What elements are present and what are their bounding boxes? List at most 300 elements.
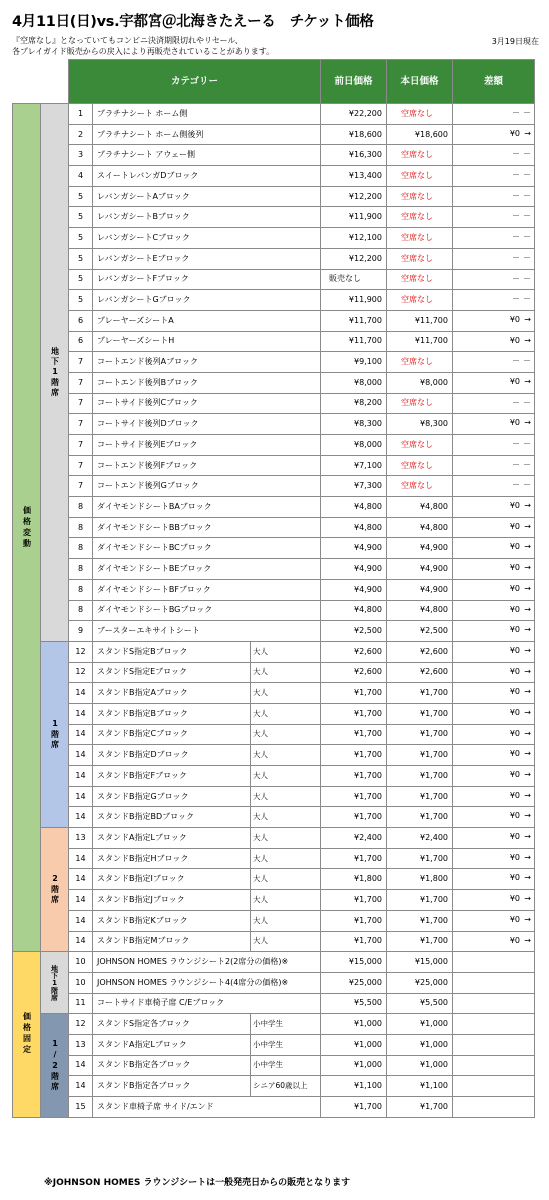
seat-age-type: 大人	[251, 683, 321, 704]
diff-value: ¥0	[509, 832, 520, 842]
seat-rank: 14	[69, 786, 93, 807]
trend-arrow-icon: →	[524, 335, 531, 345]
seat-age-type: 大人	[251, 766, 321, 787]
prev-price: ¥12,200	[321, 248, 387, 269]
diff-value: ¥0	[509, 811, 520, 821]
page-title: 4月11日(日)vs.宇都宮＠北海きたえーる チケット価格	[12, 14, 374, 30]
table-row	[13, 166, 535, 187]
today-price: ¥2,500	[387, 621, 453, 642]
prev-price: ¥4,900	[321, 538, 387, 559]
prev-price: ¥1,000	[321, 1014, 387, 1035]
price-diff	[453, 1076, 535, 1097]
today-price: 空席なし	[387, 476, 453, 497]
seat-rank: 8	[69, 600, 93, 621]
seat-name: スタンドB指定Bブロック	[93, 703, 251, 724]
trend-arrow-icon: －	[523, 108, 531, 117]
seat-rank: 12	[69, 1014, 93, 1035]
trend-arrow-icon: →	[524, 894, 531, 904]
prev-price: ¥7,100	[321, 455, 387, 476]
seat-rank: 7	[69, 455, 93, 476]
price-diff	[453, 352, 535, 373]
diff-value: －	[512, 480, 520, 490]
trend-arrow-icon: →	[524, 521, 531, 531]
price-diff	[453, 331, 535, 352]
header-diff: 差額	[453, 60, 535, 104]
prev-price: ¥2,600	[321, 662, 387, 683]
prev-price: ¥7,300	[321, 476, 387, 497]
diff-value: ¥0	[509, 666, 520, 676]
diff-value: －	[512, 108, 520, 117]
today-price: ¥25,000	[387, 972, 453, 993]
price-diff	[453, 766, 535, 787]
today-price: ¥1,700	[387, 890, 453, 911]
table-row	[13, 538, 535, 559]
note-line-2: 各プレイガイド販売からの戻入により再販売されていることがあります。	[12, 47, 275, 56]
trend-arrow-icon: －	[523, 459, 531, 469]
seat-rank: 7	[69, 414, 93, 435]
diff-value: ¥0	[509, 625, 520, 635]
trend-arrow-icon: －	[523, 294, 531, 304]
seat-age-type: 大人	[251, 641, 321, 662]
diff-value: ¥0	[509, 128, 520, 138]
table-row	[13, 848, 535, 869]
prev-price: ¥12,100	[321, 228, 387, 249]
prev-price: ¥25,000	[321, 972, 387, 993]
prev-price: ¥1,700	[321, 931, 387, 952]
price-diff	[453, 269, 535, 290]
table-row	[13, 786, 535, 807]
diff-value: －	[512, 459, 520, 469]
trend-arrow-icon: →	[524, 707, 531, 717]
table-row	[13, 207, 535, 228]
diff-value: ¥0	[509, 914, 520, 924]
table-row	[13, 228, 535, 249]
seat-rank: 8	[69, 517, 93, 538]
diff-value: －	[512, 356, 520, 366]
seat-name: レバンガシートEブロック	[93, 248, 321, 269]
seat-age-type: 大人	[251, 786, 321, 807]
price-diff	[453, 104, 535, 125]
table-row	[13, 869, 535, 890]
trend-arrow-icon: →	[524, 770, 531, 779]
today-price: 空席なし	[387, 104, 453, 125]
price-diff	[453, 372, 535, 393]
seat-rank: 6	[69, 331, 93, 352]
seat-age-type: 大人	[251, 910, 321, 931]
prev-price: ¥12,200	[321, 186, 387, 207]
table-row	[13, 703, 535, 724]
seat-name: ダイヤモンドシートBAブロック	[93, 497, 321, 518]
table-row	[13, 828, 535, 849]
table-row	[13, 186, 535, 207]
seat-name: スタンドA指定Lブロック	[93, 1034, 251, 1055]
seat-name: スタンドS指定各ブロック	[93, 1014, 251, 1035]
prev-price: ¥4,900	[321, 579, 387, 600]
prev-price: ¥22,200	[321, 104, 387, 125]
diff-value: ¥0	[509, 314, 520, 324]
diff-value: ¥0	[509, 687, 520, 697]
seat-name: プラチナシート ホーム側後列	[93, 124, 321, 145]
seat-rank: 14	[69, 807, 93, 828]
header-category: カテゴリー	[69, 60, 321, 104]
seat-name: ダイヤモンドシートBBブロック	[93, 517, 321, 538]
price-diff	[453, 207, 535, 228]
trend-arrow-icon: →	[524, 314, 531, 324]
seat-rank: 5	[69, 290, 93, 311]
today-price: ¥4,800	[387, 600, 453, 621]
diff-value: ¥0	[509, 749, 520, 759]
seat-rank: 14	[69, 1076, 93, 1097]
diff-value: ¥0	[509, 894, 520, 904]
table-row	[13, 517, 535, 538]
seat-name: スタンドB指定Aブロック	[93, 683, 251, 704]
seat-name: レバンガシートGブロック	[93, 290, 321, 311]
section-label: 1/2階席	[41, 1014, 69, 1117]
price-diff	[453, 848, 535, 869]
price-diff	[453, 393, 535, 414]
price-diff	[453, 745, 535, 766]
table-row	[13, 124, 535, 145]
table-row	[13, 497, 535, 518]
price-diff	[453, 703, 535, 724]
seat-name: コートサイド後列Dブロック	[93, 414, 321, 435]
diff-value: ¥0	[509, 707, 520, 717]
diff-value: ¥0	[509, 645, 520, 655]
today-price: ¥2,600	[387, 662, 453, 683]
seat-name: ダイヤモンドシートBEブロック	[93, 559, 321, 580]
table-row	[13, 579, 535, 600]
seat-name: スタンドB指定各ブロック	[93, 1076, 251, 1097]
table-row	[13, 600, 535, 621]
diff-value: －	[512, 190, 520, 200]
table-row	[13, 331, 535, 352]
diff-value: ¥0	[509, 335, 520, 345]
diff-value: ¥0	[509, 770, 520, 779]
prev-price: ¥1,700	[321, 807, 387, 828]
table-row	[13, 890, 535, 911]
table-row	[13, 372, 535, 393]
prev-price: ¥11,900	[321, 207, 387, 228]
price-diff	[453, 414, 535, 435]
seat-rank: 14	[69, 1055, 93, 1076]
seat-rank: 10	[69, 952, 93, 973]
seat-age-type: 大人	[251, 848, 321, 869]
seat-name: コートサイド後列Eブロック	[93, 435, 321, 456]
trend-arrow-icon: →	[524, 728, 531, 738]
price-diff	[453, 1034, 535, 1055]
prev-price: ¥5,500	[321, 993, 387, 1014]
price-diff	[453, 1097, 535, 1118]
today-price: 空席なし	[387, 228, 453, 249]
group-label: 価格変動	[13, 104, 41, 952]
seat-name: スタンドB指定Kブロック	[93, 910, 251, 931]
price-diff	[453, 538, 535, 559]
trend-arrow-icon: →	[524, 687, 531, 697]
trend-arrow-icon: →	[524, 563, 531, 573]
seat-age-type: 大人	[251, 931, 321, 952]
trend-arrow-icon: →	[524, 583, 531, 593]
price-diff	[453, 869, 535, 890]
seat-rank: 5	[69, 228, 93, 249]
price-diff	[453, 641, 535, 662]
price-diff	[453, 890, 535, 911]
diff-value: －	[512, 252, 520, 262]
prev-price: ¥1,700	[321, 703, 387, 724]
table-row	[13, 455, 535, 476]
today-price: 空席なし	[387, 186, 453, 207]
trend-arrow-icon: →	[524, 645, 531, 655]
header-today-price: 本日価格	[387, 60, 453, 104]
diff-value: ¥0	[509, 563, 520, 573]
trend-arrow-icon: →	[524, 418, 531, 428]
diff-value: －	[512, 439, 520, 448]
seat-rank: 10	[69, 972, 93, 993]
seat-age-type: 小中学生	[251, 1034, 321, 1055]
today-price: ¥4,900	[387, 559, 453, 580]
seat-rank: 5	[69, 269, 93, 290]
seat-rank: 5	[69, 248, 93, 269]
seat-name: スタンドB指定Gブロック	[93, 786, 251, 807]
seat-name: コートエンド後列Aブロック	[93, 352, 321, 373]
prev-price: ¥1,000	[321, 1055, 387, 1076]
table-row	[13, 641, 535, 662]
today-price: ¥1,700	[387, 786, 453, 807]
diff-value: －	[512, 294, 520, 304]
diff-value: ¥0	[509, 790, 520, 800]
trend-arrow-icon: →	[524, 935, 531, 945]
trend-arrow-icon: →	[524, 604, 531, 614]
table-row	[13, 1076, 535, 1097]
seat-name: コートサイド車椅子席 C/Eブロック	[93, 993, 321, 1014]
prev-price: ¥1,700	[321, 910, 387, 931]
seat-rank: 12	[69, 662, 93, 683]
seat-rank: 6	[69, 310, 93, 331]
table-row	[13, 931, 535, 952]
seat-age-type: 大人	[251, 828, 321, 849]
prev-price: ¥4,900	[321, 559, 387, 580]
prev-price: ¥18,600	[321, 124, 387, 145]
price-diff	[453, 1055, 535, 1076]
seat-rank: 13	[69, 828, 93, 849]
diff-value: ¥0	[509, 935, 520, 945]
today-price: ¥1,700	[387, 807, 453, 828]
seat-age-type: 大人	[251, 807, 321, 828]
trend-arrow-icon: －	[523, 273, 531, 283]
table-row	[13, 745, 535, 766]
today-price: 空席なし	[387, 145, 453, 166]
price-diff	[453, 186, 535, 207]
table-row	[13, 290, 535, 311]
price-diff	[453, 683, 535, 704]
seat-rank: 7	[69, 372, 93, 393]
trend-arrow-icon: →	[524, 128, 531, 138]
today-price: ¥1,000	[387, 1034, 453, 1055]
price-diff	[453, 621, 535, 642]
table-row	[13, 352, 535, 373]
price-diff	[453, 952, 535, 973]
seat-name: スタンドB指定BDブロック	[93, 807, 251, 828]
trend-arrow-icon: →	[524, 832, 531, 842]
seat-name: レバンガシートFブロック	[93, 269, 321, 290]
today-price: ¥4,900	[387, 579, 453, 600]
prev-price: ¥1,700	[321, 786, 387, 807]
today-price: ¥1,700	[387, 703, 453, 724]
price-diff	[453, 248, 535, 269]
trend-arrow-icon: →	[524, 542, 531, 552]
table-header-row	[13, 60, 535, 104]
seat-rank: 7	[69, 393, 93, 414]
today-price: ¥11,700	[387, 331, 453, 352]
seat-rank: 14	[69, 724, 93, 745]
seat-rank: 9	[69, 621, 93, 642]
table-row	[13, 993, 535, 1014]
seat-rank: 14	[69, 848, 93, 869]
diff-value: ¥0	[509, 521, 520, 531]
table-row	[13, 766, 535, 787]
seat-rank: 8	[69, 559, 93, 580]
price-diff	[453, 559, 535, 580]
prev-price: 販売なし	[321, 269, 387, 290]
price-diff	[453, 455, 535, 476]
seat-name: スイートレバンガDブロック	[93, 166, 321, 187]
prev-price: ¥2,400	[321, 828, 387, 849]
today-price: ¥2,400	[387, 828, 453, 849]
price-diff	[453, 166, 535, 187]
prev-price: ¥4,800	[321, 600, 387, 621]
seat-rank: 1	[69, 104, 93, 125]
diff-value: ¥0	[509, 583, 520, 593]
seat-name: スタンドS指定Eブロック	[93, 662, 251, 683]
prev-price: ¥9,100	[321, 352, 387, 373]
price-diff	[453, 435, 535, 456]
prev-price: ¥8,000	[321, 435, 387, 456]
seat-name: スタンドB指定Mブロック	[93, 931, 251, 952]
today-price: ¥5,500	[387, 993, 453, 1014]
prev-price: ¥4,800	[321, 497, 387, 518]
price-diff	[453, 145, 535, 166]
seat-age-type: 大人	[251, 745, 321, 766]
table-row	[13, 393, 535, 414]
trend-arrow-icon: －	[523, 439, 531, 448]
diff-value: －	[512, 211, 520, 221]
prev-price: ¥2,500	[321, 621, 387, 642]
price-diff	[453, 972, 535, 993]
diff-value: ¥0	[509, 873, 520, 883]
trend-arrow-icon: →	[524, 811, 531, 821]
today-price: 空席なし	[387, 435, 453, 456]
today-price: ¥4,900	[387, 538, 453, 559]
diff-value: ¥0	[509, 501, 520, 511]
today-price: ¥1,700	[387, 848, 453, 869]
seat-name: コートエンド後列Fブロック	[93, 455, 321, 476]
prev-price: ¥1,700	[321, 766, 387, 787]
prev-price: ¥1,700	[321, 724, 387, 745]
seat-rank: 14	[69, 910, 93, 931]
seat-name: レバンガシートAブロック	[93, 186, 321, 207]
today-price: ¥2,600	[387, 641, 453, 662]
seat-age-type: 小中学生	[251, 1014, 321, 1035]
footer-note: ※JOHNSON HOMES ラウンジシートは一般発売日からの販売となります	[44, 1178, 351, 1188]
diff-value: ¥0	[509, 604, 520, 614]
price-diff	[453, 290, 535, 311]
today-price: ¥18,600	[387, 124, 453, 145]
seat-name: コートエンド後列Bブロック	[93, 372, 321, 393]
seat-rank: 7	[69, 435, 93, 456]
seat-rank: 14	[69, 869, 93, 890]
today-price: 空席なし	[387, 207, 453, 228]
seat-name: ダイヤモンドシートBFブロック	[93, 579, 321, 600]
prev-price: ¥1,700	[321, 683, 387, 704]
seat-age-type: 大人	[251, 662, 321, 683]
diff-value: ¥0	[509, 376, 520, 386]
price-diff	[453, 724, 535, 745]
prev-price: ¥1,700	[321, 890, 387, 911]
today-price: 空席なし	[387, 248, 453, 269]
seat-age-type: 大人	[251, 724, 321, 745]
seat-name: スタンドA指定Lブロック	[93, 828, 251, 849]
seat-rank: 8	[69, 497, 93, 518]
prev-price: ¥1,100	[321, 1076, 387, 1097]
diff-value: －	[512, 397, 520, 407]
table-row	[13, 683, 535, 704]
seat-name: スタンドB指定Jブロック	[93, 890, 251, 911]
prev-price: ¥8,300	[321, 414, 387, 435]
seat-rank: 11	[69, 993, 93, 1014]
price-diff	[453, 517, 535, 538]
seat-name: コートエンド後列Gブロック	[93, 476, 321, 497]
today-price: ¥1,000	[387, 1055, 453, 1076]
trend-arrow-icon: →	[524, 914, 531, 924]
table-row	[13, 476, 535, 497]
price-table	[12, 59, 535, 1118]
trend-arrow-icon: →	[524, 376, 531, 386]
prev-price: ¥11,700	[321, 331, 387, 352]
today-price: ¥1,000	[387, 1014, 453, 1035]
trend-arrow-icon: →	[524, 666, 531, 676]
today-price: ¥1,700	[387, 745, 453, 766]
price-diff	[453, 579, 535, 600]
seat-rank: 14	[69, 745, 93, 766]
price-diff	[453, 1014, 535, 1035]
price-diff	[453, 993, 535, 1014]
table-row	[13, 1034, 535, 1055]
table-row	[13, 248, 535, 269]
price-diff	[453, 662, 535, 683]
table-row	[13, 662, 535, 683]
trend-arrow-icon: －	[523, 190, 531, 200]
today-price: ¥11,700	[387, 310, 453, 331]
diff-value: ¥0	[509, 418, 520, 428]
seat-rank: 13	[69, 1034, 93, 1055]
today-price: ¥1,700	[387, 910, 453, 931]
price-diff	[453, 476, 535, 497]
seat-name: ブースターエキサイトシート	[93, 621, 321, 642]
group-label: 価格固定	[13, 952, 41, 1118]
table-row	[13, 559, 535, 580]
table-row	[13, 435, 535, 456]
today-price: ¥8,000	[387, 372, 453, 393]
today-price: ¥1,700	[387, 724, 453, 745]
price-diff	[453, 910, 535, 931]
price-diff	[453, 600, 535, 621]
today-price: 空席なし	[387, 269, 453, 290]
price-diff	[453, 310, 535, 331]
today-price: ¥1,100	[387, 1076, 453, 1097]
today-price: ¥4,800	[387, 497, 453, 518]
seat-rank: 12	[69, 641, 93, 662]
table-row	[13, 972, 535, 993]
seat-name: レバンガシートCブロック	[93, 228, 321, 249]
